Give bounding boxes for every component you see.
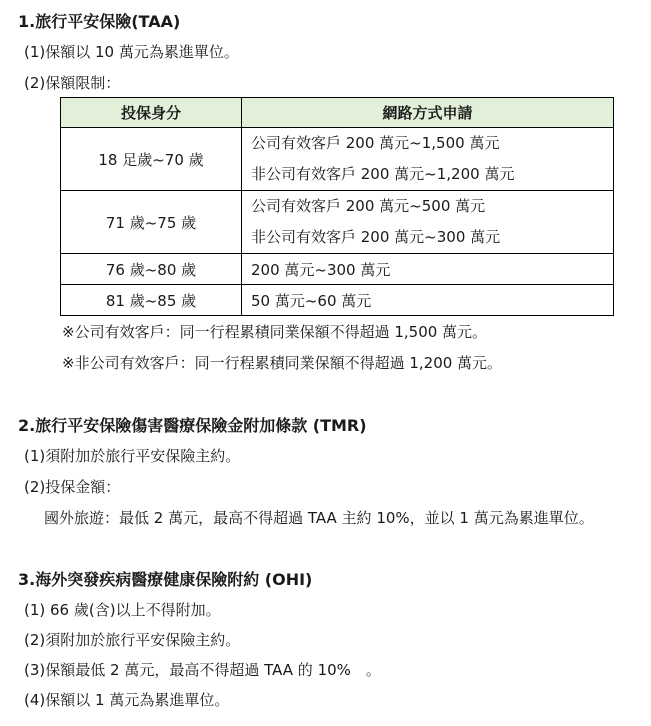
table-row xyxy=(61,254,614,285)
list-item: (4)保額以 1 萬元為累進單位。 xyxy=(24,691,230,709)
note-line: ※非公司有效客戶：同一行程累積同業保額不得超過 1,200 萬元。 xyxy=(62,354,503,372)
age-range-cell: 71 歲~75 歲 xyxy=(61,191,242,254)
limit-cell: 50 萬元~60 萬元 xyxy=(242,285,614,316)
section-heading-tmr: 2.旅行平安保險傷害醫療保險金附加條款 (TMR) xyxy=(18,416,367,435)
limit-line: 公司有效客戶 200 萬元~1,500 萬元 xyxy=(251,134,500,152)
detail-line: 國外旅遊：最低 2 萬元，最高不得超過 TAA 主約 10%，並以 1 萬元為累進單位。 xyxy=(44,509,594,527)
list-item: (2)須附加於旅行平安保險主約。 xyxy=(24,631,241,649)
limit-cell xyxy=(242,128,614,191)
table-row xyxy=(61,191,614,254)
section-heading-taa: 1.旅行平安保險(TAA) xyxy=(18,12,181,31)
list-item: (2)保額限制： xyxy=(24,74,121,92)
list-item: (2)投保金額： xyxy=(24,478,121,496)
limit-line: 非公司有效客戶 200 萬元~1,200 萬元 xyxy=(251,165,515,183)
limit-line: 公司有效客戶 200 萬元~500 萬元 xyxy=(251,197,486,215)
list-item: (3)保額最低 2 萬元，最高不得超過 TAA 的 10% 。 xyxy=(24,661,381,679)
list-item: (1) 66 歲(含)以上不得附加。 xyxy=(24,601,221,619)
age-range-cell: 18 足歲~70 歲 xyxy=(61,128,242,191)
list-item: (1)須附加於旅行平安保險主約。 xyxy=(24,447,241,465)
table-row xyxy=(61,128,614,191)
section-heading-ohi: 3.海外突發疾病醫療健康保險附約 (OHI) xyxy=(18,570,313,589)
age-range-cell: 81 歲~85 歲 xyxy=(61,285,242,316)
limit-cell xyxy=(242,191,614,254)
limit-line: 非公司有效客戶 200 萬元~300 萬元 xyxy=(251,228,501,246)
age-range-cell: 76 歲~80 歲 xyxy=(61,254,242,285)
column-header-insured-status: 投保身分 xyxy=(61,98,242,128)
column-header-online-application: 網路方式申請 xyxy=(242,98,614,128)
note-line: ※公司有效客戶：同一行程累積同業保額不得超過 1,500 萬元。 xyxy=(62,323,488,341)
table-header-row xyxy=(61,98,614,128)
table-row xyxy=(61,285,614,316)
coverage-limit-table xyxy=(60,97,614,316)
limit-cell: 200 萬元~300 萬元 xyxy=(242,254,614,285)
list-item: (1)保額以 10 萬元為累進單位。 xyxy=(24,43,239,61)
